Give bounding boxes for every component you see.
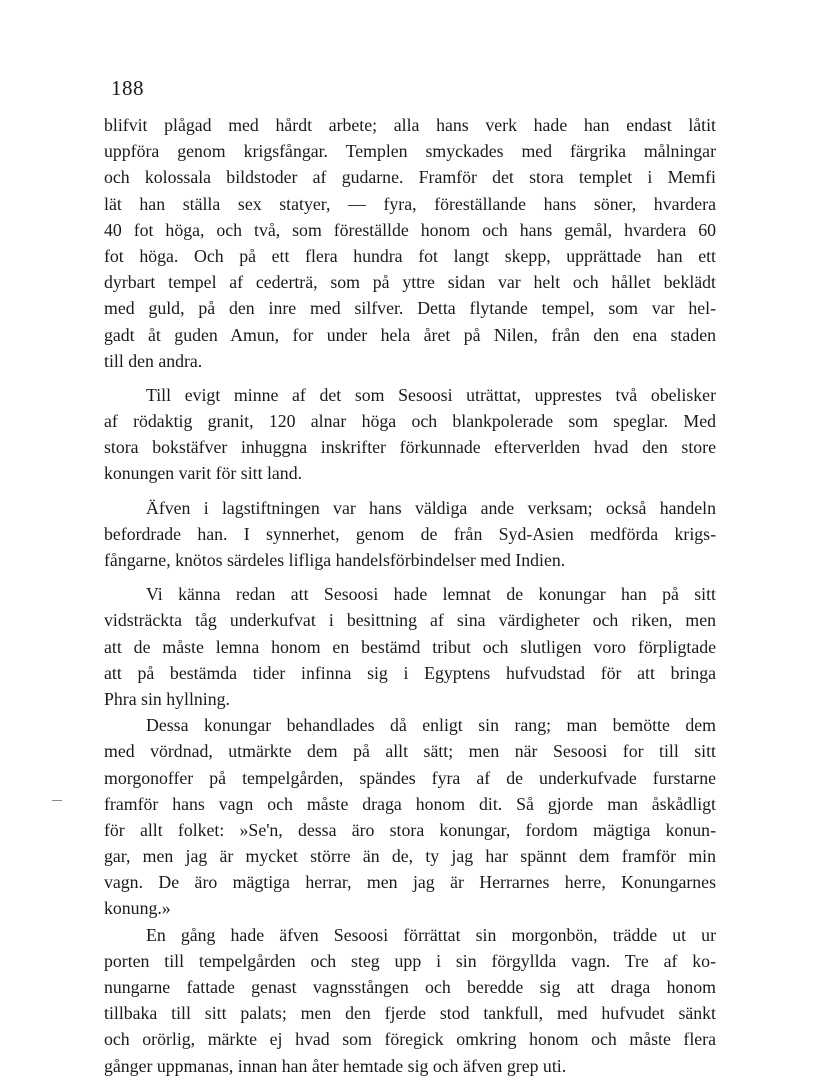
text-line: Äfven i lagstiftningen var hans väldiga ande verksam; också handeln bbox=[146, 497, 716, 518]
text-line: konungen varit för sitt land. bbox=[104, 463, 303, 484]
text-line: till den andra. bbox=[104, 350, 203, 371]
text-line: stora bokstäfver inhuggna inskrifter förkunnade efterverlden hvad den store bbox=[104, 437, 716, 458]
text-line: Till evigt minne af det som Sesoosi uträttat, upprestes två obelisker bbox=[146, 384, 716, 405]
paragraph-gap bbox=[104, 487, 716, 495]
text-line: framför hans vagn och måste draga honom dit. Så gjorde man åskådligt bbox=[104, 793, 716, 814]
text-line: En gång hade äfven Sesoosi förrättat sin morgonbön, trädde ut ur bbox=[146, 924, 716, 945]
text-line: Dessa konungar behandlades då enligt sin rang; man bemötte dem bbox=[146, 715, 716, 736]
text-line: morgonoffer på tempelgården, spändes fyra af de underkufvade furstarne bbox=[104, 767, 716, 788]
text-line: vagn. De äro mägtiga herrar, men jag är Herrarnes herre, Konungarnes bbox=[104, 872, 716, 893]
text-line: och orörlig, märkte ej hvad som föregick omkring honom och måste flera bbox=[104, 1029, 716, 1050]
text-line: Phra sin hyllning. bbox=[104, 688, 230, 709]
text-line: vidsträckta tåg underkufvat i besittning af sina värdigheter och riken, men bbox=[104, 610, 716, 631]
text-line: porten till tempelgården och steg upp i sin förgyllda vagn. Tre af ko- bbox=[104, 950, 716, 971]
text-line: tillbaka till sitt palats; men den fjerde stod tankfull, med hufvudet sänkt bbox=[104, 1003, 716, 1024]
text-line: uppföra genom krigsfångar. Templen smyckades med färgrika målningar bbox=[104, 141, 716, 162]
paragraph-gap bbox=[104, 374, 716, 382]
text-line: och kolossala bildstoder af gudarne. Framför det stora templet i Memfi bbox=[104, 167, 716, 188]
text-line: med vördnad, utmärkte dem på allt sätt; men när Sesoosi for till sitt bbox=[104, 741, 716, 762]
text-line: dyrbart tempel af cederträ, som på yttre sidan var helt och hållet beklädt bbox=[104, 272, 716, 293]
text-line: fot höga. Och på ett flera hundra fot langt skepp, upprättade han ett bbox=[104, 245, 716, 266]
body-text bbox=[104, 112, 716, 1079]
text-line: gar, men jag är mycket större än de, ty jag har spännt dem framför min bbox=[104, 846, 716, 867]
text-line: för allt folket: »Se'n, dessa äro stora konungar, fordom mägtiga konun- bbox=[104, 819, 716, 840]
text-line: med guld, på den inre med silfver. Detta flytande tempel, som var hel- bbox=[104, 298, 716, 319]
text-line: gadt åt guden Amun, for under hela året på Nilen, från den ena staden bbox=[104, 324, 716, 345]
text-line: konung.» bbox=[104, 898, 171, 919]
text-line: blifvit plågad med hårdt arbete; alla hans verk hade han endast låtit bbox=[104, 115, 716, 135]
text-line: befordrade han. I synnerhet, genom de från Syd-Asien medförda krigs- bbox=[104, 523, 716, 544]
text-line: af rödaktig granit, 120 alnar höga och blankpolerade som speglar. Med bbox=[104, 411, 716, 432]
text-line: nungarne fattade genast vagnsstången och beredde sig att draga honom bbox=[104, 977, 716, 997]
text-line: att på bestämda tider infinna sig i Egyptens hufvudstad för att bringa bbox=[104, 662, 716, 683]
text-line: lät han ställa sex statyer, — fyra, föreställande hans söner, hvardera bbox=[104, 193, 716, 214]
text-line: att de måste lemna honom en bestämd tribut och slutligen voro förpligtade bbox=[104, 636, 716, 657]
text-line: Vi känna redan att Sesoosi hade lemnat de konungar han på sitt bbox=[146, 584, 716, 605]
paragraph-gap bbox=[104, 573, 716, 581]
margin-mark bbox=[52, 800, 62, 801]
text-line: 40 fot höga, och två, som föreställde honom och hans gemål, hvardera 60 bbox=[104, 219, 716, 240]
text-line: fångarne, knötos särdeles lifliga handelsförbindelser med Indien. bbox=[104, 550, 566, 570]
page-number: 188 bbox=[111, 76, 144, 100]
text-line: gånger uppmanas, innan han åter hemtade sig och äfven grep uti. bbox=[104, 1055, 567, 1076]
